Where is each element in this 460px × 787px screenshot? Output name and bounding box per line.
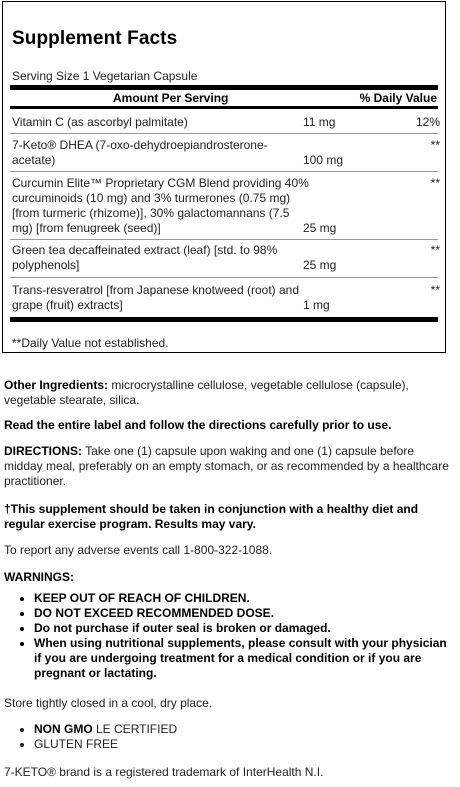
warning-item: • Do not purchase if outer seal is broken or damaged. — [34, 621, 454, 636]
nutrient-amount: 100 mg — [303, 153, 344, 167]
warning-item: • DO NOT EXCEED RECOMMENDED DOSE. — [34, 606, 454, 621]
diet-disclaimer: †This supplement should be taken in conjunction with a healthy diet and regular exercise program. Results may vary. — [4, 502, 419, 531]
divider-thick — [10, 85, 438, 90]
nutrient-dv: ** — [430, 243, 440, 257]
serving-size: Serving Size 1 Vegetarian Capsule — [12, 69, 198, 83]
supplement-facts-panel — [2, 1, 446, 353]
directions-label: DIRECTIONS: — [4, 444, 82, 458]
panel-title: Supplement Facts — [12, 28, 178, 49]
adverse-events-notice: To report any adverse events call 1-800-322-1088. — [4, 543, 273, 557]
nutrient-dv: ** — [430, 176, 440, 190]
nutrient-name: Green tea decaffeinated extract (leaf) [std. to 98% polyphenols] — [12, 243, 278, 272]
storage-instructions: Store tightly closed in a cool, dry place. — [4, 696, 213, 710]
nutrient-dv: ** — [430, 138, 440, 152]
nutrient-amount: 1 mg — [303, 298, 330, 312]
nutrient-name: Vitamin C (as ascorbyl palmitate) — [12, 115, 188, 129]
other-ingredients — [4, 378, 454, 408]
trademark-notice: 7-KETO® brand is a registered trademark of InterHealth N.I. — [4, 765, 324, 779]
divider-medium — [10, 106, 438, 109]
nutrient-dv: 12% — [415, 115, 440, 129]
divider-thick — [10, 317, 438, 322]
cert-rest: GLUTEN FREE — [34, 737, 119, 751]
certifications-list — [18, 722, 177, 752]
nutrient-amount: 11 mg — [303, 115, 336, 129]
nutrient-amount: 25 mg — [303, 258, 337, 272]
row-divider — [10, 277, 438, 278]
warning-item: • When using nutritional supplements, please consult with your physician if you are undergoing treatment for a medical condition or if you are pregnant or lactating. — [34, 636, 454, 681]
cert-item — [34, 737, 177, 752]
daily-value-footnote: **Daily Value not established. — [12, 336, 169, 350]
directions-text: Take one (1) capsule upon waking and one (1) capsule before midday meal, preferably on an empty stomach, or as recommended by a healthcare practitioner. — [4, 444, 449, 488]
row-divider — [10, 133, 438, 134]
cert-rest: LE CERTIFIED — [92, 722, 178, 736]
nutrient-amount: 25 mg — [303, 221, 337, 235]
other-ingredients-label: Other Ingredients: — [4, 378, 109, 392]
cert-bold: NON GMO — [34, 722, 93, 736]
nutrient-name: Trans-resveratrol [from Japanese knotweed (root) and grape (fruit) extracts] — [12, 283, 300, 312]
read-label-notice: Read the entire label and follow the directions carefully prior to use. — [4, 418, 392, 432]
nutrient-name: Curcumin Elite™ Proprietary CGM Blend providing 40% curcuminoids (10 mg) and 3% turmerones (0.75 mg) [from turmeric (rhizome)], 30% galactomannans (7.5 mg) [from fenugreek (seed)] — [12, 176, 309, 235]
header-amount-per-serving: Amount Per Serving — [113, 91, 229, 105]
header-daily-value: % Daily Value — [359, 91, 437, 105]
warnings-title: WARNINGS: — [4, 570, 74, 584]
nutrient-dv: ** — [430, 283, 440, 297]
cert-item — [34, 722, 177, 737]
other-ingredients-text: microcrystalline cellulose, vegetable cellulose (capsule), vegetable stearate, silica. — [4, 378, 409, 407]
row-divider — [10, 239, 438, 240]
nutrient-name: 7-Keto® DHEA (7-oxo-dehydroepiandrosterone- acetate) — [12, 138, 268, 167]
directions — [4, 444, 454, 489]
warnings-list — [18, 591, 454, 681]
warning-item: • KEEP OUT OF REACH OF CHILDREN. — [34, 591, 454, 606]
row-divider — [10, 171, 438, 172]
